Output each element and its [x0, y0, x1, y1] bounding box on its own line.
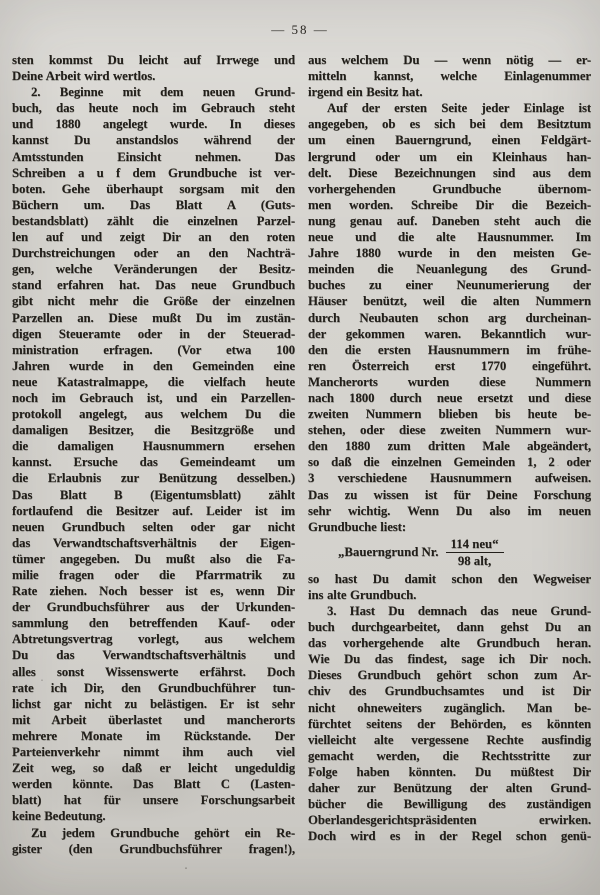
- text-line: neue Katastralmappe, die vielfach heute: [12, 374, 295, 389]
- text-line: das vorhergehende alte Grundbuch heran.: [308, 636, 591, 651]
- left-column: [12, 52, 295, 857]
- text-line: Parzellen an. Diese mußt Du im zustän-: [12, 310, 295, 325]
- text-line: boten. Gehe überhaupt sorgsam mit den: [12, 181, 295, 196]
- house-number-fraction-line: [308, 535, 591, 571]
- text-line: alles sonst Wissenswerte erfährst. Doch: [12, 664, 295, 679]
- fraction-numerator: 114 neu“: [446, 537, 504, 554]
- text-line: um einen Bauerngrund, einen Feldgärt-: [308, 133, 591, 148]
- text-line: die damaligen Hausnummern ersehen: [12, 439, 295, 454]
- text-line: fortlaufend die Besitzer auf. Leider ist im: [12, 503, 295, 518]
- text-line: kannst. Ersuche das Gemeindeamt um: [12, 455, 295, 470]
- text-line: sammlung den betreffenden Kauf- oder: [12, 616, 295, 631]
- text-line: irgend ein Besitz hat.: [308, 85, 423, 100]
- text-line: delt. Diese Bezeichnungen sind aus dem: [308, 165, 591, 180]
- text-line: vorhergehenden Grundbuche übernom-: [308, 181, 591, 196]
- page-number: — 58 —: [271, 22, 329, 37]
- text-line: Das Blatt B (Eigentumsblatt) zählt: [12, 487, 295, 502]
- text-line: bestandsblatt) zählt die einzelnen Parzel-: [12, 213, 295, 228]
- text-line: Dieses Grundbuch gehört schon zum Ar-: [308, 668, 591, 683]
- text-line: digen Steueramte oder in der Steuerad-: [12, 326, 295, 341]
- text-line: protokoll angelegt, aus welchem Du die: [12, 407, 295, 422]
- text-line: milie fragen oder die Pfarrmatrik zu: [12, 568, 295, 582]
- text-line: stand erfahren hat. Das neue Grundbuch: [12, 278, 295, 293]
- text-line: Schreiben a u f dem Grundbuche ist ver-: [12, 165, 295, 180]
- text-line: gibt nicht mehr die Größe der einzelnen: [12, 294, 295, 309]
- text-line: len auf und zeigt Dir an den roten: [12, 230, 295, 245]
- text-line: Wie Du das findest, sage ich Dir noch.: [308, 652, 591, 667]
- text-line: Auf der ersten Seite jeder Einlage ist: [327, 101, 591, 116]
- text-line: Doch wird es in der Regel schon genü-: [308, 829, 591, 844]
- text-line: so daß die einzelnen Gemeinden 1, 2 oder: [308, 455, 591, 470]
- text-line: tümer angegeben. Du mußt also die Fa-: [12, 551, 295, 566]
- text-line: nach 1800 durch neue ersetzt und diese: [308, 390, 591, 405]
- text-line: ren Österreich erst 1770 eingeführt.: [308, 358, 591, 373]
- text-line: Du das Verwandtschaftsverhältnis und: [12, 648, 295, 663]
- text-line: gister (den Grundbuchsführer fragen!),: [12, 841, 295, 856]
- text-line: damaligen Besitzer, die Besitzgröße und: [12, 423, 295, 438]
- text-line: Abtretungsvertrag vorlegt, aus welchem: [12, 632, 295, 647]
- text-line: und 1880 angelegt wurde. In dieses: [12, 117, 295, 132]
- text-line: vielleicht alte vergessene Rechte ausfindig: [308, 732, 591, 747]
- text-line: der gekommen waren. Bekanntlich wur-: [308, 326, 591, 341]
- text-line: Büchern um. Das Blatt A (Guts-: [12, 197, 295, 212]
- text-line: mitteln kannst, welche Einlagenummer: [308, 69, 591, 84]
- text-line: den 1880 zum dritten Male abgeändert,: [308, 439, 591, 454]
- text-line: sten kommst Du leicht auf Irrwege und: [12, 53, 295, 67]
- text-line: buch, das heute noch im Gebrauch steht: [12, 101, 295, 116]
- text-line: neue und die alte Hausnummer. Im: [308, 230, 591, 245]
- text-line: stehen, oder diese zweiten Nummern wur-: [308, 423, 591, 438]
- text-line: kannst Du anstandslos während der: [12, 133, 295, 148]
- text-columns: [0, 52, 600, 857]
- text-line: Jahren wurde in den Gemeinden eine: [12, 358, 295, 373]
- text-line: nung genau auf. Daneben steht auch die: [308, 213, 591, 228]
- text-line: meinden die Neuanlegung des Grund-: [308, 262, 591, 277]
- text-line: den die ersten Hausnummern im frühe-: [308, 342, 591, 357]
- text-line: buch durchgearbeitet, dann gehst Du an: [308, 620, 591, 635]
- text-line: der Grundbuchsführer aus der Urkunden-: [12, 600, 295, 615]
- text-line: 3 verschiedene Hausnummern aufweisen.: [308, 471, 591, 486]
- text-line: 2. Beginne mit dem neuen Grund-: [31, 85, 295, 100]
- text-line: bücher die Bewilligung des zuständigen: [308, 797, 591, 812]
- text-line: Jahre 1880 wurde in den meisten Ge-: [308, 246, 591, 261]
- text-line: das Verwandtschaftsverhältnis der Eigen-: [12, 535, 295, 550]
- fraction-denominator: 98 alt,: [457, 554, 492, 569]
- text-line: Folge haben könnten. Du müßtest Dir: [308, 764, 591, 779]
- text-line: durch Neubauten schon arg durcheinan-: [308, 310, 591, 325]
- text-line: mit Arbeit überlastet und mancherorts: [12, 712, 295, 727]
- text-line: Zeit weg, so daß er leicht ungeduldig: [12, 761, 295, 776]
- text-line: neuen Grundbuch selten oder gar nicht: [12, 519, 295, 534]
- text-line: blatt) hat für unsere Forschungsarbeit: [12, 793, 295, 808]
- number-fraction: [446, 537, 504, 569]
- text-line: ministration erfragen. (Vor etwa 100: [12, 342, 295, 357]
- text-line: ins alte Grundbuch.: [308, 587, 417, 602]
- text-line: Grundbuche liest:: [308, 519, 406, 534]
- text-line: daher zur Benützung der alten Grund-: [308, 781, 591, 796]
- text-line: Oberlandesgerichtspräsidenten erwirken.: [308, 813, 591, 828]
- text-line: buches zu einer Neunumerierung der: [308, 278, 591, 293]
- text-line: men worden. Schreibe Dir die Bezeich-: [308, 197, 591, 212]
- text-line: Rate ziehen. Noch besser ist es, wenn Dir: [12, 584, 295, 599]
- text-line: keine Bedeutung.: [12, 809, 106, 824]
- text-line: Amtsstunden Einsicht nehmen. Das: [12, 149, 295, 164]
- text-line: die Erlaubnis zur Benützung desselben.): [12, 471, 295, 486]
- text-line: gen, welche Veränderungen der Besitz-: [12, 262, 295, 277]
- text-line: angegeben, ob es sich bei dem Besitztum: [308, 117, 591, 132]
- text-line: nicht ohneweiters zugänglich. Man be-: [308, 700, 591, 715]
- text-line: fürchtet seitens der Behörden, es könnten: [308, 716, 591, 731]
- text-line: Häuser benützt, weil die alten Nummern: [308, 294, 591, 309]
- text-line: aus welchem Du — wenn nötig — er-: [308, 53, 591, 67]
- text-line: Mancherorts wurden diese Nummern: [308, 374, 591, 389]
- text-line: rate ich Dir, den Grundbuchführer tun-: [12, 680, 295, 695]
- text-line: Durchstreichungen oder an den Nachträ-: [12, 246, 295, 261]
- text-line: mehrere Monate im Rückstande. Der: [12, 728, 295, 743]
- text-line: Deine Arbeit wird wertlos.: [12, 69, 156, 84]
- text-line: lichst gar nicht zu belästigen. Er ist sehr: [12, 696, 295, 711]
- text-line: werden könnte. Das Blatt C (Lasten-: [12, 777, 295, 792]
- text-line: gemacht werden, die Rechtsstritte zur: [308, 748, 591, 763]
- text-line: noch im Gebrauch ist, und ein Parzellen-: [12, 390, 295, 405]
- text-line: 3. Hast Du demnach das neue Grund-: [327, 604, 591, 618]
- text-line: Parteienverkehr nimmt ihm auch viel: [12, 745, 295, 760]
- text-line: Zu jedem Grundbuche gehört ein Re-: [31, 825, 295, 840]
- right-column: [308, 52, 591, 857]
- fraction-prefix: „Bauerngrund Nr.: [338, 545, 439, 560]
- text-line: zweiten Nummern blieben bis heute be-: [308, 407, 591, 422]
- text-line: lergrund oder um ein Kleinhaus han-: [308, 149, 591, 164]
- text-line: sehr wichtig. Wenn Du also im neuen: [308, 503, 591, 518]
- text-line: Das zu wissen ist für Deine Forschung: [308, 487, 591, 502]
- text-line: chiv des Grundbuchsamtes und ist Dir: [308, 684, 591, 699]
- text-line: so hast Du damit schon den Wegweiser: [308, 571, 591, 586]
